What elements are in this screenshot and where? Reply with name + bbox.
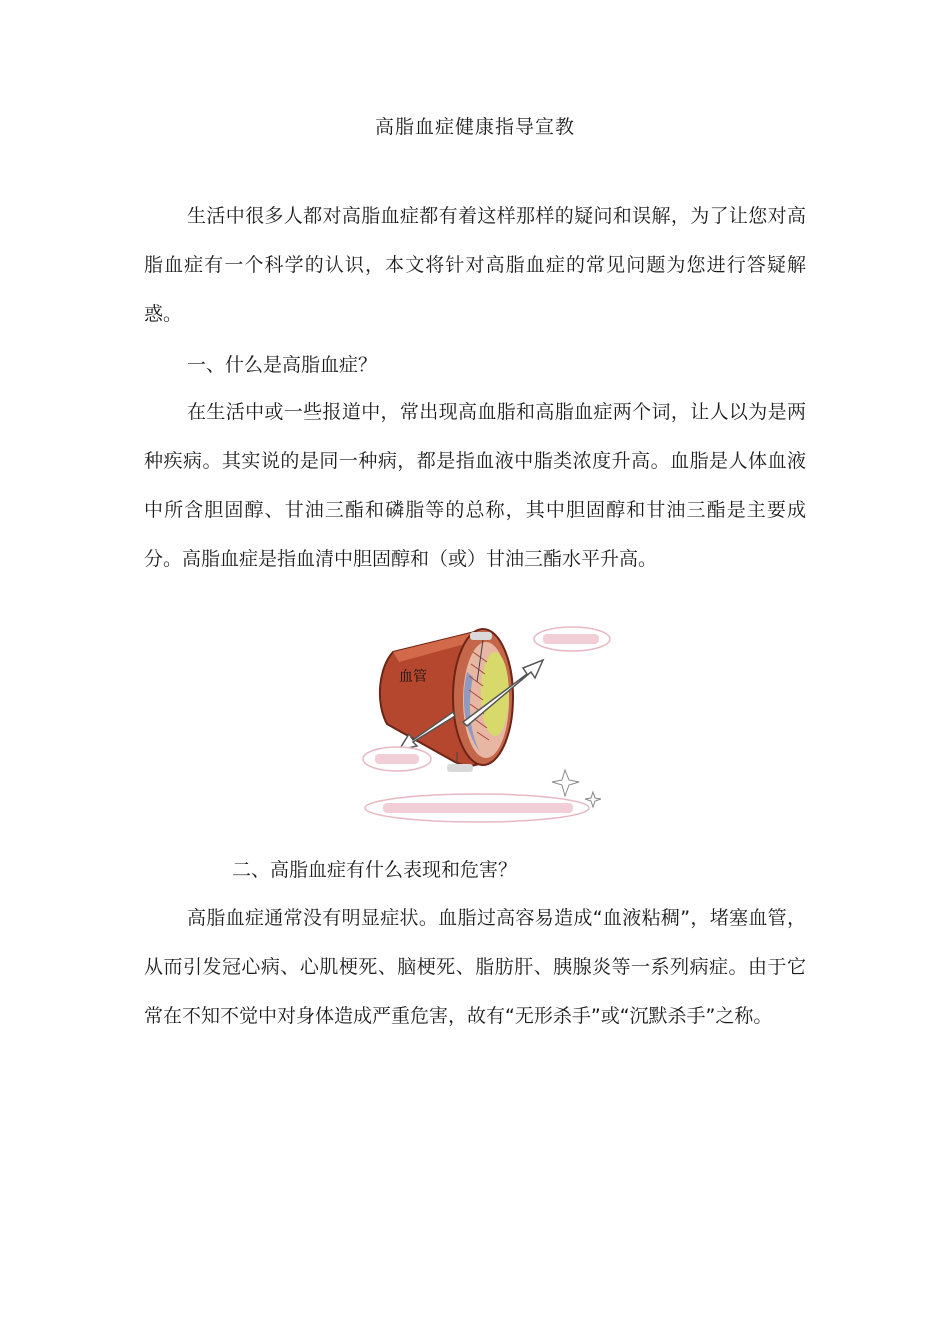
- blood-vessel-illustration: [355, 612, 615, 832]
- blurred-text-left: [375, 754, 419, 764]
- blurred-text-bottom: [383, 803, 573, 813]
- sparkle-icon: [552, 770, 579, 796]
- document-title: 高脂血症健康指导宣教: [374, 116, 575, 138]
- blurred-text-mid: [447, 764, 473, 772]
- blurred-text-top: [470, 632, 492, 640]
- blood-vessel-svg: [355, 612, 615, 832]
- section2-paragraph: 高脂血症通常没有明显症状。血脂过高容易造成“血液粘稠”，堵塞血管，从而引发冠心病、心肌梗死、脑梗死、脂肪肝、胰腺炎等一系列病症。由于它常在不知不觉中对身体造成严重危害，故有“无形杀手”或“沉默杀手”之称。: [144, 907, 806, 1027]
- section1-heading: 一、什么是高脂血症？: [187, 354, 378, 376]
- intro-paragraph: 生活中很多人都对高脂血症都有着这样那样的疑问和误解，为了让您对高脂血症有一个科学的认识，本文将针对高脂血症的常见问题为您进行答疑解惑。: [144, 205, 806, 325]
- blurred-text-top-right: [543, 634, 599, 644]
- section1-paragraph: 在生活中或一些报道中，常出现高血脂和高脂血症两个词，让人以为是两种疾病。其实说的是同一种病，都是指血液中脂类浓度升高。血脂是人体血液中所含胆固醇、甘油三酯和磷脂等的总称，其中胆固醇和甘油三酯是主要成分。高脂血症是指血清中胆固醇和（或）甘油三酯水平升高。: [144, 401, 806, 570]
- vessel-label: 血管: [399, 669, 427, 685]
- section2-heading: 二、高脂血症有什么表现和危害？: [232, 859, 518, 881]
